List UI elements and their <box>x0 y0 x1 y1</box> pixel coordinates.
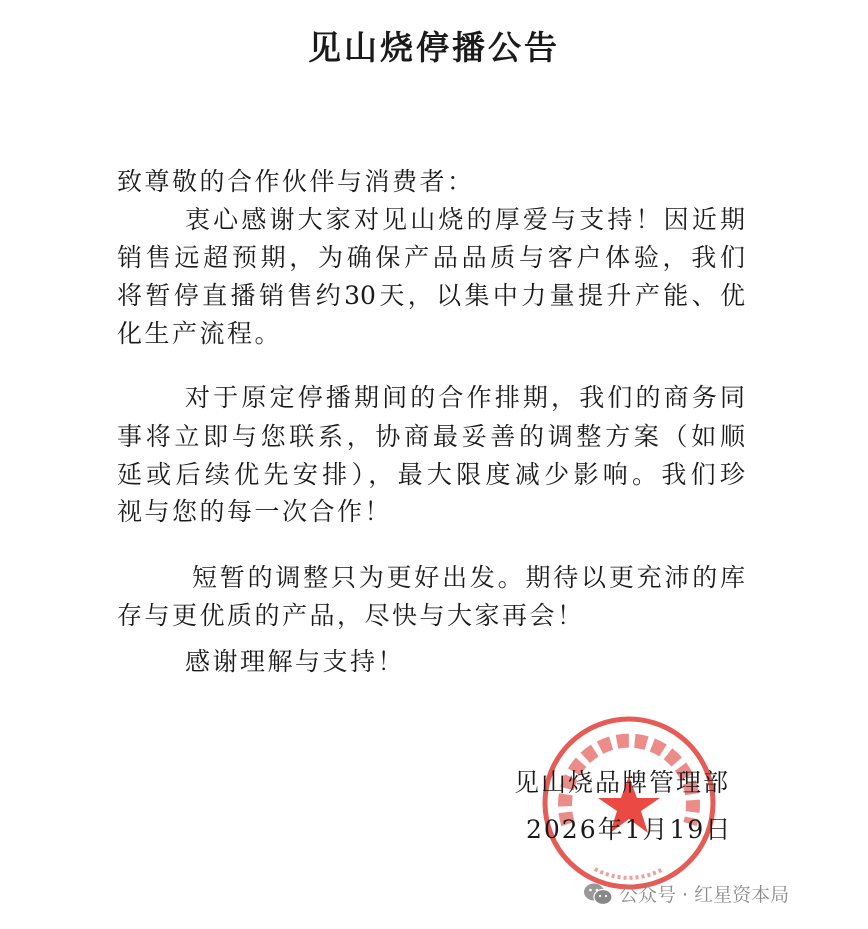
paragraph-1-line-1: 衷心感谢大家对见山烧的厚爱与支持！因近期 <box>185 205 745 234</box>
greeting: 致尊敬的合作伙伴与消费者： <box>117 167 475 196</box>
paragraph-1-line-2: 销售远超预期，为确保产品品质与客户体验，我们 <box>117 243 745 272</box>
company-seal-stamp <box>540 714 718 892</box>
paragraph-4-line-1: 感谢理解与支持！ <box>185 647 406 676</box>
paragraph-1-line-4: 化生产流程。 <box>117 319 283 348</box>
paragraph-2-line-3: 延或后续优先安排），最大限度减少影响。我们珍 <box>117 460 745 489</box>
wechat-icon <box>583 882 613 906</box>
paragraph-2-line-2: 事将立即与您联系，协商最妥善的调整方案（如顺 <box>117 422 745 451</box>
paragraph-3-line-2: 存与更优质的产品，尽快与大家再会！ <box>117 601 585 630</box>
watermark-label: 公众号 · 红星资本局 <box>619 884 790 906</box>
paragraph-1-line-3: 将暂停直播销售约30天，以集中力量提升产能、优 <box>117 281 745 310</box>
paragraph-2-line-1: 对于原定停播期间的合作排期，我们的商务同 <box>185 383 745 412</box>
signature-date: 2026年1月19日 <box>526 815 733 844</box>
page-title: 见山烧停播公告 <box>308 28 560 67</box>
paragraph-2-line-4: 视与您的每一次合作！ <box>117 497 393 526</box>
paragraph-3-line-1: 短暂的调整只为更好出发。期待以更充沛的库 <box>192 563 745 592</box>
watermark <box>583 880 789 907</box>
signature-department: 见山烧品牌管理部 <box>514 768 731 797</box>
